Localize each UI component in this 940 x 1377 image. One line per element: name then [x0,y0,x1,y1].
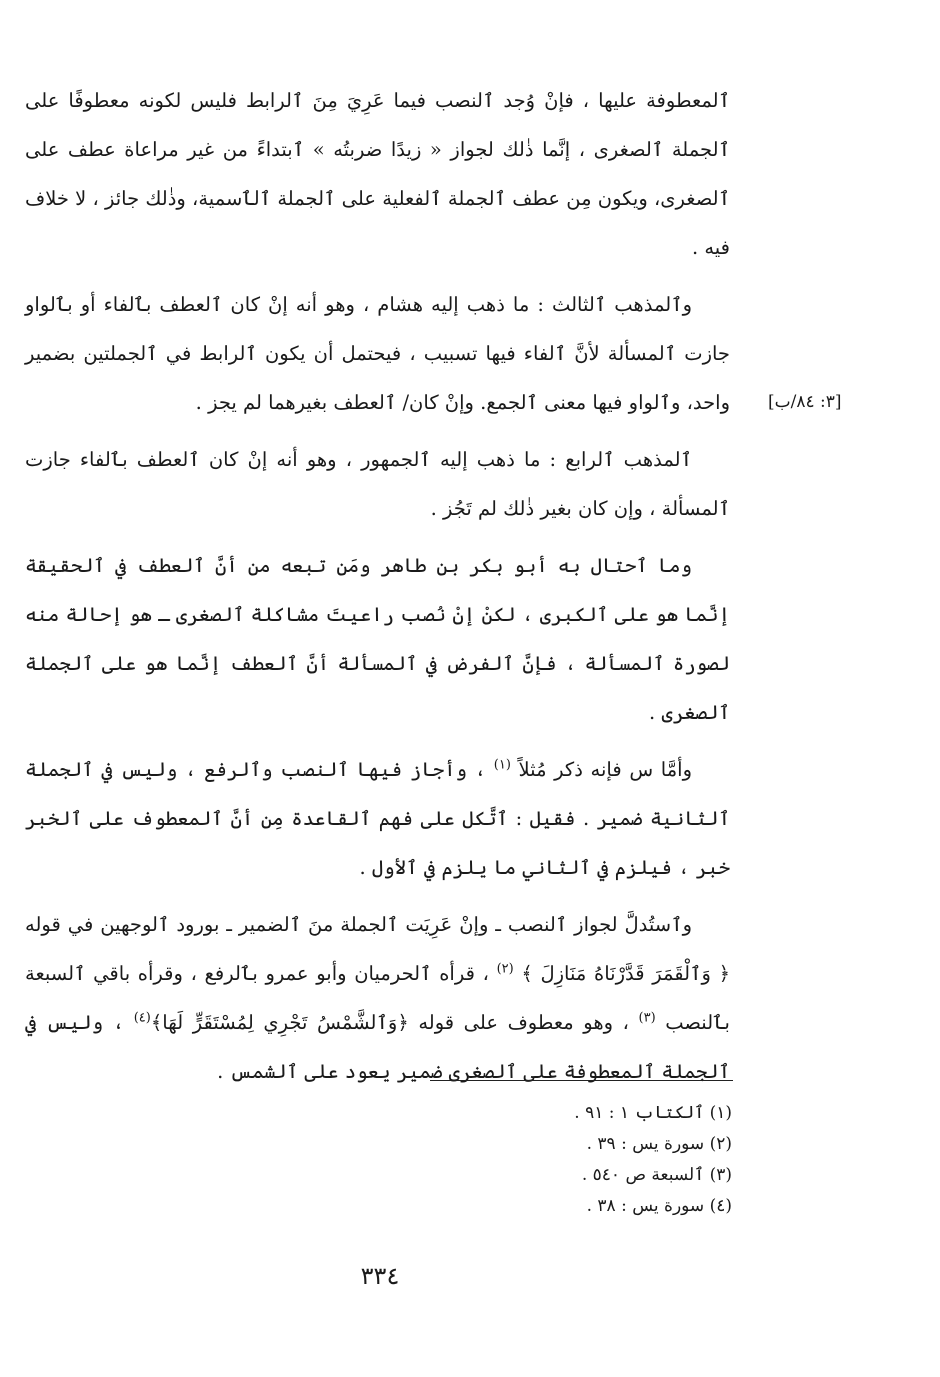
footnote-3: (٣) ٱلسبعة ص ٥٤٠ . [581,1165,732,1185]
footnote-4: (٤) سورة يس : ٣٨ . [586,1196,732,1216]
paragraph-6-part-4: ، وليس في ٱلجملة ٱلمعطوفة على ٱلصغرى ضمير يعود على ٱلشمس . [25,1011,730,1083]
paragraph-6-part-2: ، قرأه ٱلحرميان وأبو عمرو بٱلرفع ، وقرأه باقي ٱلسبعة بٱلنصب [25,962,730,1034]
footnote-2: (٢) سورة يس : ٣٩ . [586,1134,732,1154]
paragraph-1: ٱلمعطوفة عليها ، فإنْ وُجد ٱلنصب فيما عَرِيَ مِنَ ٱلرابط فليس لكونه معطوفًا على ٱلجملة ٱلصغرى ، إنَّما ذٰلك لجواز « زيدًا ضربتُه » ٱبتداءً من غير مراعاة عطف على ٱلصغرى، ويكون مِن عطف ٱلجملة ٱلفعلية على ٱلجملة ٱلٱسمية، وذٰلك جائز ، لا خلاف فيه . [25,89,730,259]
footnote-ref-2: (٢) [496,961,514,977]
manuscript-folio-note: [٣: ٨٤/ب] [768,392,842,412]
paragraph-6-part-1: وٱستُدلَّ لجواز ٱلنصب ـ وإنْ عَرِيَت ٱلجملة منَ ٱلضمير ـ بورود ٱلوجهين في قوله ﴿ وَٱلْقَمَرَ قَدَّرْنَاهُ مَنَازِلَ ﴾ [25,913,730,985]
footnote-1: (١) ٱلكتاب ١ : ٩١ . [574,1103,732,1123]
paragraph-2: وٱلمذهب ٱلثالث : ما ذهب إليه هشام ، وهو أنه إنْ كان ٱلعطف بٱلفاء أو بٱلواو جازت ٱلمسألة لأنَّ ٱلفاء فيها تسبيب ، فيحتمل أن يكون ٱلرابط في ٱلجملتين بضمير واحد، وٱلواو فيها معنى ٱلجمع. وإنْ كان/ ٱلعطف بغيرهما لم يجز . [25,293,730,414]
paragraph-3: ٱلمذهب ٱلرابع : ما ذهب إليه ٱلجمهور ، وهو أنه إنْ كان ٱلعطف بٱلفاء جازت ٱلمسألة ، وإن كان بغير ذٰلك لم تَجُز . [25,448,730,520]
paragraph-6 [25,900,730,1096]
footnote-ref-3: (٣) [638,1010,656,1026]
footnote-ref-1: (١) [493,757,511,773]
page-number: ٣٣٤ [360,1262,400,1290]
paragraph-5 [25,745,730,892]
paragraph-6-part-3: ، وهو معطوف على قوله ﴿وَٱلشَّمْسُ تَجْرِي لِمُسْتَقَرٍّ لَهَا﴾ [150,1011,629,1034]
paragraph-4: وما ٱحتال به أبو بكر بن طاهر ومَن تبعه من أنَّ ٱلعطف في ٱلحقيقة إنَّما هو على ٱلكبرى ، لكنْ إنْ نُصب راعيتَ مشاكلة ٱلصغرى ـ هو إحالة منه لصورة ٱلمسألة ، فإنَّ ٱلفرض في ٱلمسألة أنَّ ٱلعطف إنَّما هو على ٱلجملة ٱلصغرى . [25,554,730,724]
paragraph-5-before: وأمَّا س فإنه ذكر مُثلاً [518,758,693,781]
main-text [25,76,730,1104]
footnote-ref-4: (٤) [133,1010,151,1026]
paragraph-5-after: ، وأجاز فيها ٱلنصب وٱلرفع ، وليس في ٱلجملة ٱلثانية ضمير . فقيل : ٱتَّكل على فهم ٱلقاعدة مِن أنَّ ٱلمعطوف على ٱلخبر خبر ، فيلزم في ٱلثاني ما يلزم في ٱلأول . [25,758,730,879]
footnotes [332,1098,732,1222]
footnote-divider [430,1080,733,1081]
